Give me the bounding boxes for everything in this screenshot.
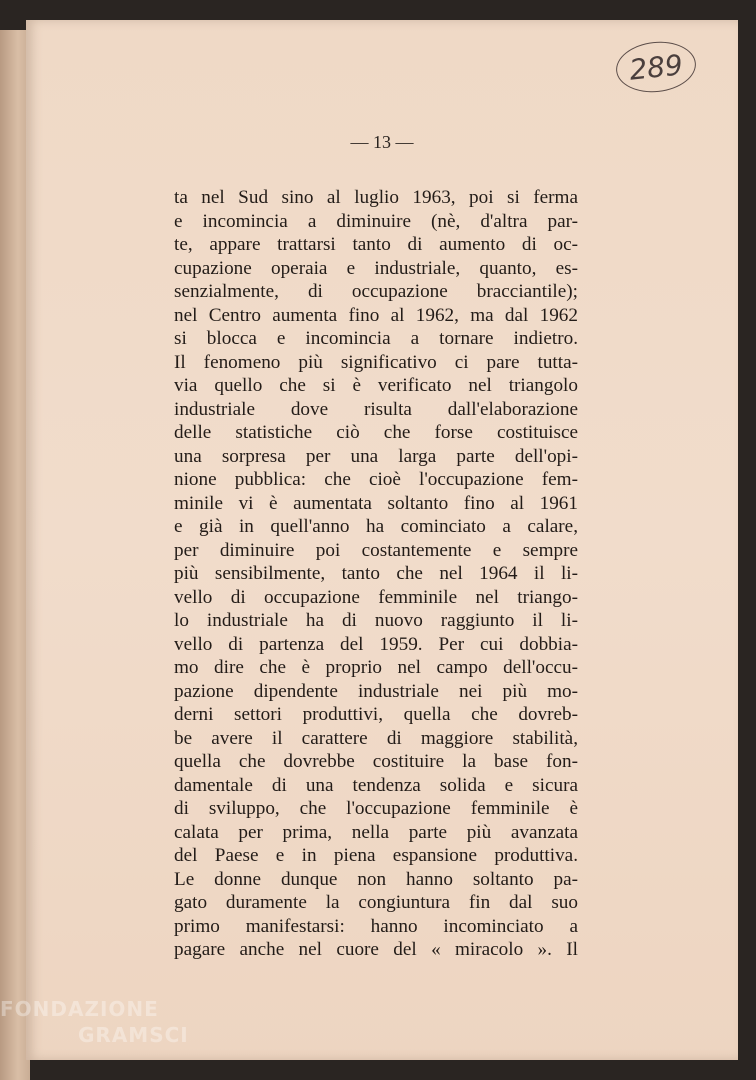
page-number: — 13 —: [350, 132, 414, 152]
text-line: calata per prima, nella parte più avanzata: [174, 821, 578, 843]
body-text: [174, 186, 578, 962]
fondazione-gramsci-watermark: [0, 996, 200, 1048]
text-line: Il fenomeno più significativo ci pare tutta-: [174, 351, 578, 373]
text-line: del Paese e in piena espansione produttiva.: [174, 845, 578, 866]
text-line: be avere il carattere di maggiore stabilità,: [174, 727, 578, 749]
text-line: te, appare trattarsi tanto di aumento di oc-: [174, 234, 578, 255]
text-line: industriale dove risulta dall'elaborazione: [174, 398, 578, 420]
text-line: vello di occupazione femminile nel triango-: [174, 586, 578, 608]
text-line: via quello che si è verificato nel triangolo: [174, 375, 578, 396]
text-line: gato duramente la congiuntura fin dal suo: [174, 892, 578, 913]
text-line: damentale di una tendenza solida e sicura: [174, 774, 578, 796]
text-line: derni settori produttivi, quella che dovreb-: [174, 704, 578, 725]
text-line: Le donne dunque non hanno soltanto pa-: [174, 868, 578, 890]
text-line: minile vi è aumentata soltanto fino al 1961: [174, 492, 578, 514]
text-line: di sviluppo, che l'occupazione femminile è: [174, 798, 578, 819]
text-line: una sorpresa per una larga parte dell'opi-: [174, 445, 578, 467]
archive-number-annotation: 289: [614, 38, 699, 96]
text-line: pagare anche nel cuore del « miracolo ». Il: [174, 939, 578, 960]
text-line: ta nel Sud sino al luglio 1963, poi si ferma: [174, 187, 578, 208]
text-line: lo industriale ha di nuovo raggiunto il li-: [174, 610, 578, 631]
text-line: delle statistiche ciò che forse costituisce: [174, 422, 578, 443]
text-line: pazione dipendente industriale nei più mo-: [174, 680, 578, 702]
text-line: senzialmente, di occupazione bracciantile);: [174, 281, 578, 302]
text-line: vello di partenza del 1959. Per cui dobbia-: [174, 633, 578, 655]
text-line: si blocca e incomincia a tornare indietro.: [174, 328, 578, 349]
text-line: quella che dovrebbe costituire la base fon-: [174, 751, 578, 772]
text-line: più sensibilmente, tanto che nel 1964 il li-: [174, 563, 578, 584]
text-line: e già in quell'anno ha cominciato a calare,: [174, 516, 578, 537]
text-line: primo manifestarsi: hanno incominciato a: [174, 915, 578, 937]
text-line: e incomincia a diminuire (nè, d'altra par-: [174, 210, 578, 232]
text-line: cupazione operaia e industriale, quanto, es-: [174, 257, 578, 279]
text-line: nel Centro aumenta fino al 1962, ma dal 1962: [174, 304, 578, 326]
document-page: [26, 20, 738, 1060]
text-line: per diminuire poi costantemente e sempre: [174, 539, 578, 561]
watermark-line-2: GRAMSCI: [78, 1023, 189, 1047]
text-line: nione pubblica: che cioè l'occupazione fem-: [174, 469, 578, 490]
text-line: mo dire che è proprio nel campo dell'occu-: [174, 657, 578, 678]
watermark-line-1: FONDAZIONE: [0, 997, 159, 1021]
